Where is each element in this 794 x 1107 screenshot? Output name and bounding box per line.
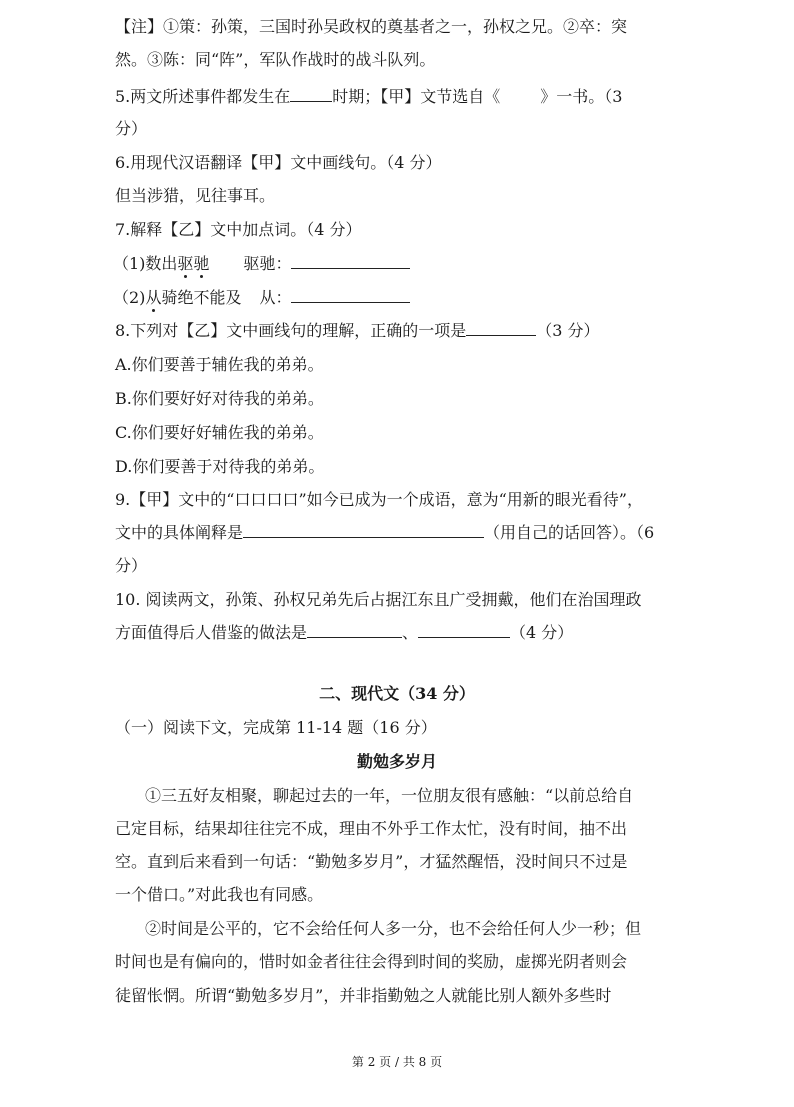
q7-item2-rest: 骑绝不能及 xyxy=(161,288,242,307)
q7-item2-prefix: （2) xyxy=(113,288,146,307)
question-7: 7.解释【乙】文中加点词。（4 分） xyxy=(115,220,362,239)
question-5 xyxy=(115,86,622,108)
q7-item1-label: 驱驰： xyxy=(243,254,292,273)
q8-option-b: B.你们要好好对待我的弟弟。 xyxy=(115,389,324,408)
q9-text-a: 文中的具体阐释是 xyxy=(115,523,244,542)
q8-option-d: D.你们要善于对待我的弟弟。 xyxy=(115,457,325,476)
q5-text-c: 》一书。（3 xyxy=(540,87,623,106)
q5-blank-period[interactable] xyxy=(290,87,332,102)
q10-points: （4 分） xyxy=(510,623,574,642)
q7-item-1 xyxy=(113,253,410,275)
paragraph-1-line: 一个借口。”对此我也有同感。 xyxy=(115,885,324,904)
q10-blank-2[interactable] xyxy=(418,623,510,638)
q10-blank-1[interactable] xyxy=(307,623,402,638)
q7-item2-label: 从： xyxy=(259,288,292,307)
question-10: 10. 阅读两文，孙策、孙权兄弟先后占据江东且广受拥戴，他们在治国理政 xyxy=(115,590,642,609)
question-6: 6.用现代汉语翻译【甲】文中画线句。（4 分） xyxy=(115,153,442,172)
dotted-char: 从 xyxy=(145,288,162,307)
q7-blank-1[interactable] xyxy=(291,254,410,269)
q7-blank-2[interactable] xyxy=(291,288,410,303)
dotted-char: 驱 xyxy=(177,254,194,273)
paragraph-2-line: ②时间是公平的，它不会给任何人多一分，也不会给任何人少一秒；但 xyxy=(145,919,642,938)
q5-text-b: 时期；【甲】文节选自《 xyxy=(332,87,501,106)
q9-line-2 xyxy=(115,522,654,544)
q9-blank[interactable] xyxy=(243,523,484,538)
section-subtitle: （一）阅读下文，完成第 11-14 题（16 分） xyxy=(115,718,437,737)
paragraph-1-line: ①三五好友相聚，聊起过去的一年，一位朋友很有感触：“以前总给自 xyxy=(145,786,634,805)
q6-sentence: 但当涉猎，见往事耳。 xyxy=(115,186,276,205)
paragraph-1-line: 己定目标，结果却往往完不成，理由不外乎工作太忙，没有时间，抽不出 xyxy=(115,819,628,838)
q10-separator: 、 xyxy=(402,623,419,642)
page-footer: 第 2 页 / 共 8 页 xyxy=(351,1055,443,1069)
question-8 xyxy=(115,320,600,342)
q8-points: （3 分） xyxy=(536,321,600,340)
q9-text-b: （用自己的话回答）。（6 xyxy=(484,523,655,542)
q5-line-2: 分） xyxy=(115,119,148,138)
paragraph-2-line: 时间也是有偏向的，惜时如金者往往会得到时间的奖励，虚掷光阴者则会 xyxy=(115,952,628,971)
q10-line-2 xyxy=(115,622,573,644)
q9-line-3: 分） xyxy=(115,556,148,575)
q7-item1-prefix: （1)数出 xyxy=(113,254,178,273)
article-title: 勤勉多岁月 xyxy=(356,752,437,771)
note-line-1: 【注】①策：孙策，三国时孙吴政权的奠基者之一，孙权之兄。②卒：突 xyxy=(115,17,628,36)
q7-item-2 xyxy=(113,287,410,309)
paragraph-2-line: 徒留怅惘。所谓“勤勉多岁月”，并非指勤勉之人就能比别人额外多些时 xyxy=(115,986,612,1005)
q8-option-c: C.你们要好好辅佐我的弟弟。 xyxy=(115,423,324,442)
q8-option-a: A.你们要善于辅佐我的弟弟。 xyxy=(115,355,324,374)
dotted-char: 驰 xyxy=(193,254,210,273)
q5-text-a: 5.两文所述事件都发生在 xyxy=(115,87,291,106)
q8-blank[interactable] xyxy=(466,321,536,336)
q8-text: 8.下列对【乙】文中画线句的理解，正确的一项是 xyxy=(115,321,467,340)
section-title: 二、现代文（34 分） xyxy=(319,684,475,703)
paragraph-1-line: 空。直到后来看到一句话：“勤勉多岁月”，才猛然醒悟，没时间只不过是 xyxy=(115,852,628,871)
note-line-2: 然。③陈：同“阵”，军队作战时的战斗队列。 xyxy=(115,50,436,69)
question-9: 9.【甲】文中的“口口口口”如今已成为一个成语，意为“用新的眼光看待”， xyxy=(115,490,643,509)
q10-text-a: 方面值得后人借鉴的做法是 xyxy=(115,623,308,642)
